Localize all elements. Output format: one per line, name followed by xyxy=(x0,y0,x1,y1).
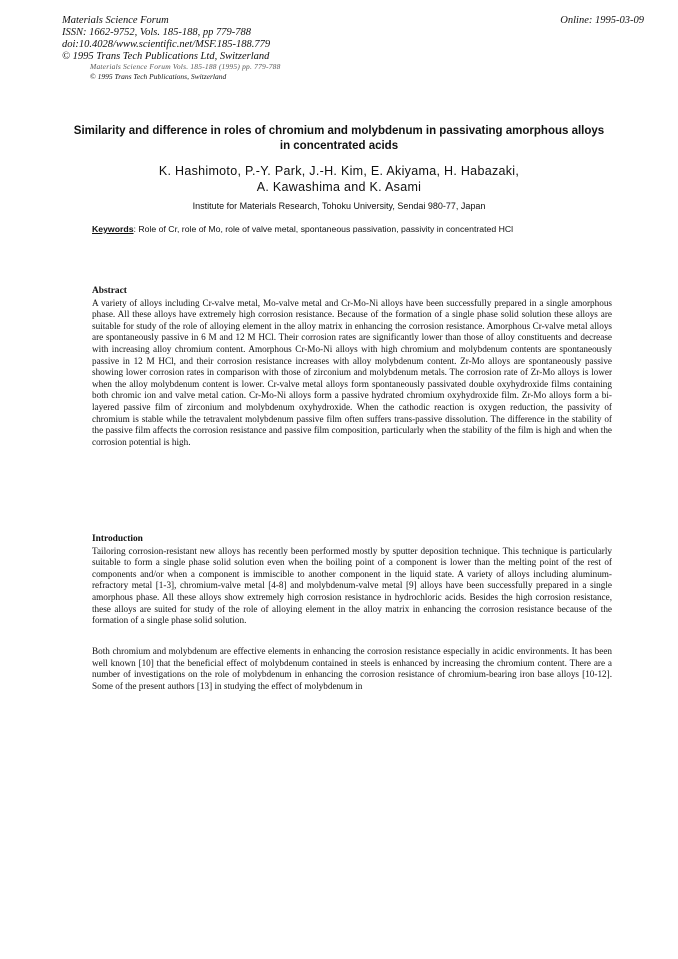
introduction-heading: Introduction xyxy=(92,534,143,544)
body-paragraph-2 xyxy=(92,646,612,692)
keywords xyxy=(92,224,612,235)
keywords-text: : Role of Cr, role of Mo, role of valve metal, spontaneous passivation, passivity in concentrated HCl xyxy=(133,224,514,234)
introduction-text: Tailoring corrosion-resistant new alloys has recently been performed mostly by sputter deposition technique. This technique is particularly suitable to form a single phase solid solution even when the boiling point of a component is lower than the melting point of the rest of components and/or when a component is immiscible to another component in the liquid state. A variety of alloys including aluminum-refractory metal [1-3], chromium-valve metal [4-8] and molybdenum-valve metal [9] alloys have been successfully prepared in a single amorphous phase. All these alloys show extremely high corrosion resistance in hydrochloric acids. Besides the high corrosion resistance, these alloys are suited for study of the role of alloying element in the alloy matrix in enhancing the corrosion resistance because of the formation of a single phase solid solution. xyxy=(92,545,612,626)
abstract-heading: Abstract xyxy=(92,286,127,296)
original-header-line2: © 1995 Trans Tech Publications, Switzerland xyxy=(90,72,227,81)
authors-line-2: A. Kawashima and K. Asami xyxy=(256,180,422,194)
abstract-section xyxy=(92,286,612,448)
online-date: Online: 1995-03-09 xyxy=(560,15,644,26)
authors-line-1: K. Hashimoto, P.-Y. Park, J.-H. Kim, E. Akiyama, H. Habazaki, xyxy=(158,164,520,178)
journal-name: Materials Science Forum xyxy=(62,15,169,26)
original-header-line1: Materials Science Forum Vols. 185-188 (1995) pp. 779-788 xyxy=(90,62,281,71)
paper-title: Similarity and difference in roles of chromium and molybdenum in passivating amorphous alloys in concentrated acids xyxy=(73,125,605,152)
author-list xyxy=(70,163,608,195)
keywords-label: Keywords xyxy=(92,224,134,234)
original-header xyxy=(90,62,281,82)
journal-issn: ISSN: 1662-9752, Vols. 185-188, pp 779-788 xyxy=(62,27,251,38)
abstract-text: A variety of alloys including Cr-valve metal, Mo-valve metal and Cr-Mo-Ni alloys have been successfully prepared in a single amorphous phase. All these alloys have extremely high corrosion resistance. Because of the formation of a single phase solid solution these alloys are suitable for study of the role of alloying element in the alloy matrix in enhancing the corrosion resistance. Amorphous Cr-valve metal alloys are spontaneously passive in 6 M and 12 M HCl. Their corrosion rates are significantly lower than those of alloy constituents and decrease with increasing alloy chromium content. Amorphous Cr-Mo-Ni alloys with high chromium and molybdenum contents are spontaneously passive in 12 M HCl, and their corrosion resistance increases with alloy molybdenum content. Zr-Mo alloys are spontaneously passive showing lower corrosion rates in comparison with those of zirconium and molybdenum metals. The corrosion rate of Zr-Mo alloys is lower when the alloy molybdenum content is lower. Cr-valve metal alloys form spontaneously passivated double oxyhydroxide films containing both chromic ion and valve metal cation. Cr-Mo-Ni alloys form a passive hydrated chromium oxyhydroxide film. Zr-Mo alloys form a bi-layered passive film of zirconium and molybdenum oxyhydroxide. When the cathodic reaction is oxygen reduction, the passivity of chromium is stable while the tetravalent molybdenum passive film often suffers trans-passive dissolution. The difference in the stability of the passive film affects the corrosion resistance and passive film composition, particularly when the stability of the film is high and when the corrosion potential is high. xyxy=(92,297,612,447)
paragraph-2-text: Both chromium and molybdenum are effective elements in enhancing the corrosion resistance especially in acidic environments. It has been well known [10] that the beneficial effect of molybdenum contained in steels is enhanced by increasing the chromium content. There are a number of investigations on the role of molybdenum in enhancing the corrosion resistance of chromium-bearing iron base alloys [10-12]. Some of the present authors [13] in studying the effect of molybdenum in xyxy=(92,646,612,691)
journal-meta xyxy=(62,15,270,63)
journal-doi: doi:10.4028/www.scientific.net/MSF.185-188.779 xyxy=(62,39,271,50)
journal-copyright: © 1995 Trans Tech Publications Ltd, Switzerland xyxy=(62,51,270,62)
affiliation: Institute for Materials Research, Tohoku University, Sendai 980-77, Japan xyxy=(192,201,486,211)
introduction-section xyxy=(92,534,612,627)
